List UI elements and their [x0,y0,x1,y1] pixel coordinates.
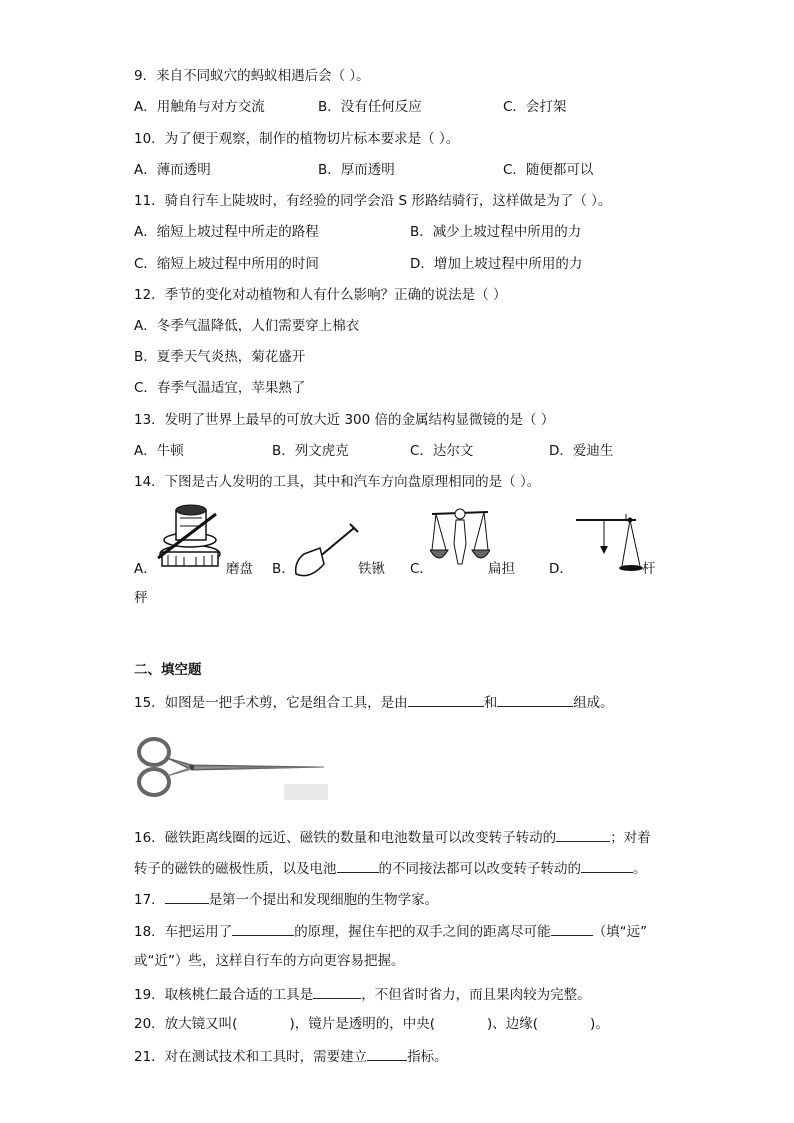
q14-option-d-label: 杆 [642,561,656,577]
q15-text-mid: 和 [483,695,498,711]
q11-stem: 11．骑自行车上陡坡时，有经验的同学会沿 S 形路结骑行，这样做是为了（ ）。 [134,193,612,209]
q9-option-c: C．会打架 [503,99,567,115]
q20-line [134,1015,609,1033]
q11-option-d: D．增加上坡过程中所用的力 [410,256,583,272]
q13-stem: 13．发明了世界上最早的可放大近 300 倍的金属结构显微镜的是（ ） [134,412,555,428]
q11-option-c: C．缩短上坡过程中所用的时间 [134,256,319,272]
q16-text-5: 。 [633,861,647,877]
q17-blank[interactable] [165,889,209,904]
q14-stem: 14．下图是古人发明的工具，其中和汽车方向盘原理相同的是（ ）。 [134,474,541,490]
q14-option-c-label: 扁担 [488,561,515,577]
q18-line-1 [134,921,647,941]
q9-option-b: B．没有任何反应 [318,99,422,115]
q13-option-b: B．列文虎克 [272,443,349,459]
q17-text-post: 是第一个提出和发现细胞的生物学家。 [208,892,439,908]
q21-text-pre: 21．对在测试技术和工具时，需要建立 [134,1049,368,1065]
q12-option-b: B．夏季天气炎热，菊花盛开 [134,349,306,365]
q20-text-a: 20．放大镜又叫( [134,1016,238,1032]
q16-blank-3[interactable] [581,858,633,873]
q12-option-a: A．冬季气温降低，人们需要穿上棉衣 [134,318,360,334]
steelyard-image [574,512,644,576]
q14-option-b-label: 铁锹 [358,561,385,577]
q21-blank[interactable] [367,1046,407,1061]
q17-text-pre: 17． [134,892,165,908]
q13-option-c: C．达尔文 [410,443,474,459]
q10-option-c: C．随便都可以 [503,162,594,178]
q14-option-a-letter: A． [134,561,157,577]
q15-blank-2[interactable] [497,692,573,707]
millstone-image [154,500,228,574]
q10-stem: 10．为了便于观察，制作的植物切片标本要求是（ ）。 [134,131,460,147]
q12-stem: 12．季节的变化对动植物和人有什么影响？正确的说法是（ ） [134,287,507,303]
q21-text-post: 指标。 [407,1049,448,1065]
section-title: 二、填空题 [134,662,202,678]
carrying-pole-image [430,504,490,580]
q18-blank-1[interactable] [232,921,294,936]
q16-text-4: 的不同接法都可以改变转子转动的 [378,861,581,877]
q16-blank-1[interactable] [556,827,610,842]
surgical-scissors-image [134,732,334,804]
q16-text-3: 转子的磁铁的磁极性质，以及电池 [134,861,337,877]
q17-line [134,889,438,909]
q19-blank[interactable] [313,984,361,999]
q12-option-c: C．春季气温适宜，苹果熟了 [134,380,306,396]
q15-text-post: 组成。 [573,695,614,711]
q18-text-2: 的原理，握住车把的双手之间的距离尽可能 [294,924,551,940]
q20-text-b: )，镜片是透明的，中央( [289,1016,435,1032]
q18-blank-2[interactable] [551,921,593,936]
q14-option-a-label: 磨盘 [226,561,253,577]
q18-text-1: 18．车把运用了 [134,924,233,940]
q16-line-1 [134,827,651,847]
q14-option-b-letter: B． [272,561,295,577]
q13-option-a: A．牛顿 [134,443,184,459]
q9-stem: 9．来自不同蚁穴的蚂蚁相遇后会（ ）。 [134,68,370,84]
q19-text-pre: 19．取核桃仁最合适的工具是 [134,987,314,1003]
q15-text-pre: 15．如图是一把手术剪，它是组合工具，是由 [134,695,408,711]
q21-line [134,1046,448,1066]
q11-option-b: B．减少上坡过程中所用的力 [410,224,582,240]
q9-option-a: A．用触角与对方交流 [134,99,265,115]
q10-option-b: B．厚而透明 [318,162,395,178]
q18-text-3: （填“远” [592,924,648,940]
q15-blank-1[interactable] [408,692,484,707]
q20-text-c: )、边缘( [487,1016,539,1032]
q16-text-1: 16．磁铁距离线圈的远近、磁铁的数量和电池数量可以改变转子转动的 [134,830,557,846]
q11-option-a: A．缩短上坡过程中所走的路程 [134,224,319,240]
q16-text-2: ；对着 [610,830,651,846]
q14-option-d-label-wrap: 秤 [134,590,148,606]
q18-line-2: 或“近”）些，这样自行车的方向更容易把握。 [134,953,405,969]
q15-line [134,692,614,712]
q10-option-a: A．薄而透明 [134,162,211,178]
q20-text-d: )。 [590,1016,609,1032]
q19-line [134,984,591,1004]
q13-option-d: D．爱迪生 [549,443,614,459]
shovel-image [290,518,360,580]
q16-line-2 [134,858,647,878]
q19-text-post: ，不但省时省力，而且果肉较为完整。 [361,987,591,1003]
q14-option-d-letter: D． [549,561,573,577]
q16-blank-2[interactable] [337,858,379,873]
q14-option-c-letter: C． [410,561,433,577]
